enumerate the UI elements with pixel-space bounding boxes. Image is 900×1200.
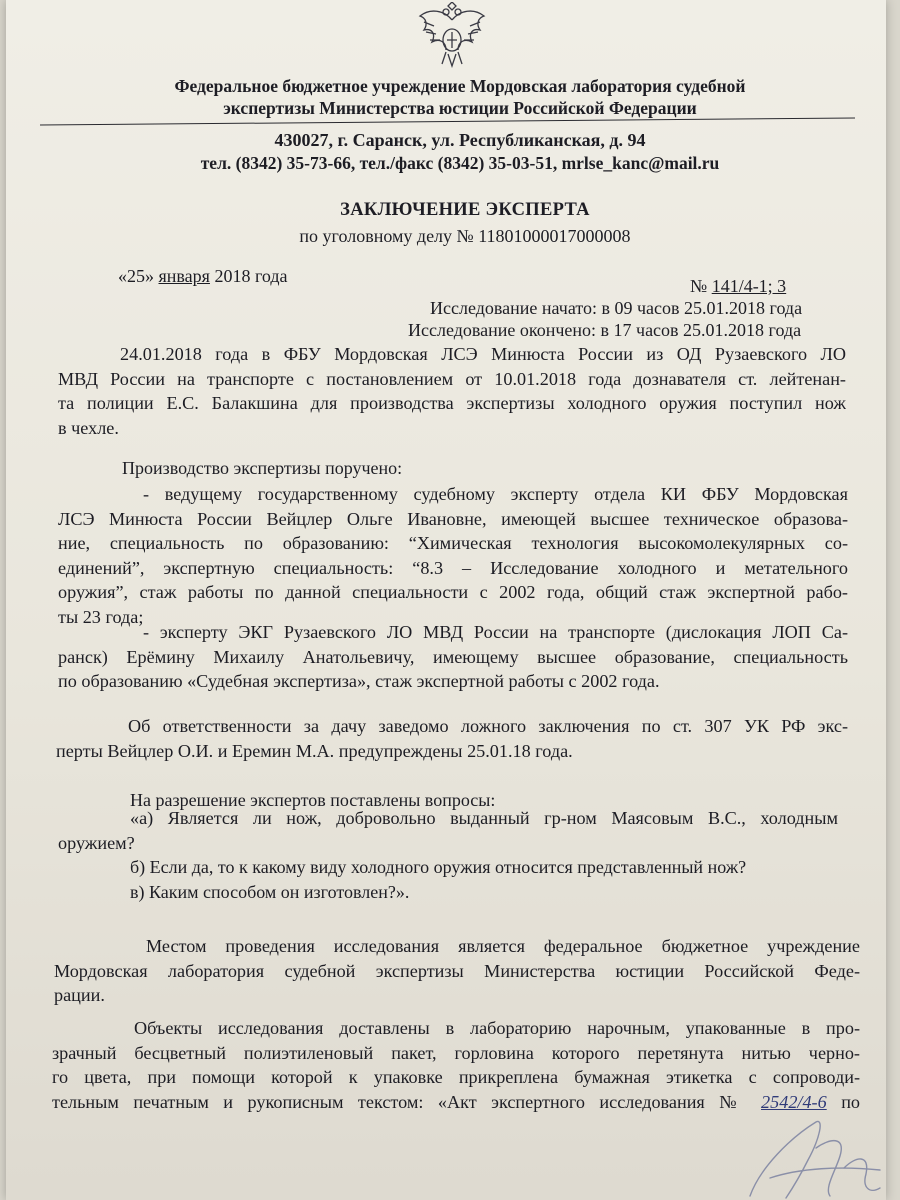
org-name-line-2: экспертизы Министерства юстиции Российской Федерации	[223, 98, 697, 118]
study-started: Исследование начато: в 09 часов 25.01.2018 года	[430, 298, 803, 318]
paragraph-expert-2: - эксперту ЭКГ Рузаевского ЛО МВД России на транспорте (дислокация ЛОП Са- ранск) Ерёмину Михаилу Анатольевичу, имеющему высшее образование, специальность по образованию «Судебная экспертиза», стаж экспертной работы с 2002 года.	[58, 622, 848, 692]
paragraph-objects: Объекты исследования доставлены в лабораторию нарочным, упакованные в про- зрачный бесцветный полиэтиленовый пакет, горловина которого перетянута нитью черно- го цвета, при помощи которой к упаковке прикреплена бумажная этикетка с сопроводи- тельным печатным и рукописным текстом: «Акт экспертного исследования № 2542/4-6 по	[52, 1016, 860, 1114]
paragraph-receipt: 24.01.2018 года в ФБУ Мордовская ЛСЭ Минюста России из ОД Рузаевского ЛО МВД России на транспорте с постановлением от 10.01.2018 года дознавателя ст. лейтенан- та полиции Е.С. Балакшина для производства экспертизы холодного оружия поступил нож в чехле.	[58, 344, 846, 438]
study-finished: Исследование окончено: в 17 часов 25.01.2018 года	[408, 320, 802, 340]
document-date: «25» января 2018 года	[118, 266, 288, 286]
signature-icon	[720, 1108, 890, 1200]
paragraph-location: Местом проведения исследования является федеральное бюджетное учреждение Мордовская лаборатория судебной экспертизы Министерства юстиции Российской Феде- рации.	[54, 936, 860, 1006]
eagle-emblem-icon	[416, 2, 488, 68]
org-name-line-1: Федеральное бюджетное учреждение Мордовская лаборатория судебной	[174, 76, 746, 96]
document-title: ЗАКЛЮЧЕНИЕ ЭКСПЕРТА	[340, 200, 590, 220]
question-b: б) Если да, то к какому виду холодного оружия относится представленный нож?	[130, 857, 747, 877]
objects-last-line: тельным печатным и рукописным текстом: «Акт экспертного исследования № 2542/4-6 по	[52, 1091, 861, 1112]
questions-intro: На разрешение экспертов поставлены вопросы:	[130, 790, 496, 810]
document-subtitle: по уголовному делу № 11801000017000008	[299, 226, 631, 246]
date-month: января	[158, 266, 210, 286]
org-contacts: тел. (8342) 35-73-66, тел./факс (8342) 35-03-51, mrlse_kanc@mail.ru	[200, 153, 720, 173]
act-number: 2542/4-6	[761, 1091, 827, 1112]
question-a: «а) Является ли нож, добровольно выданный гр-ном Маясовым В.С., холодным оружием?	[58, 808, 838, 853]
org-address: 430027, г. Саранск, ул. Республиканская, д. 94	[274, 130, 646, 150]
paragraph-expert-1: - ведущему государственному судебному эксперту отдела КИ ФБУ Мордовская ЛСЭ Минюста России Вейцлер Ольге Ивановне, имеющей высшее техническое образова- ние, специальность по образованию: “Химическая технология высокомолекулярных со- единений”, экспертную специальность: “8.3 – Исследование холодного и метательного оружия”, стаж работы по данной специальности с 2002 года, общий стаж экспертной рабо- ты 23 года;	[58, 484, 848, 627]
assignment-intro: Производство экспертизы поручено:	[122, 458, 403, 478]
paragraph-responsibility: Об ответственности за дачу заведомо ложного заключения по ст. 307 УК РФ экс- перты Вейцлер О.И. и Еремин М.А. предупреждены 25.01.18 года.	[56, 716, 848, 761]
document-number: № 141/4-1; 3	[690, 276, 787, 296]
question-c: в) Каким способом он изготовлен?».	[130, 882, 410, 902]
